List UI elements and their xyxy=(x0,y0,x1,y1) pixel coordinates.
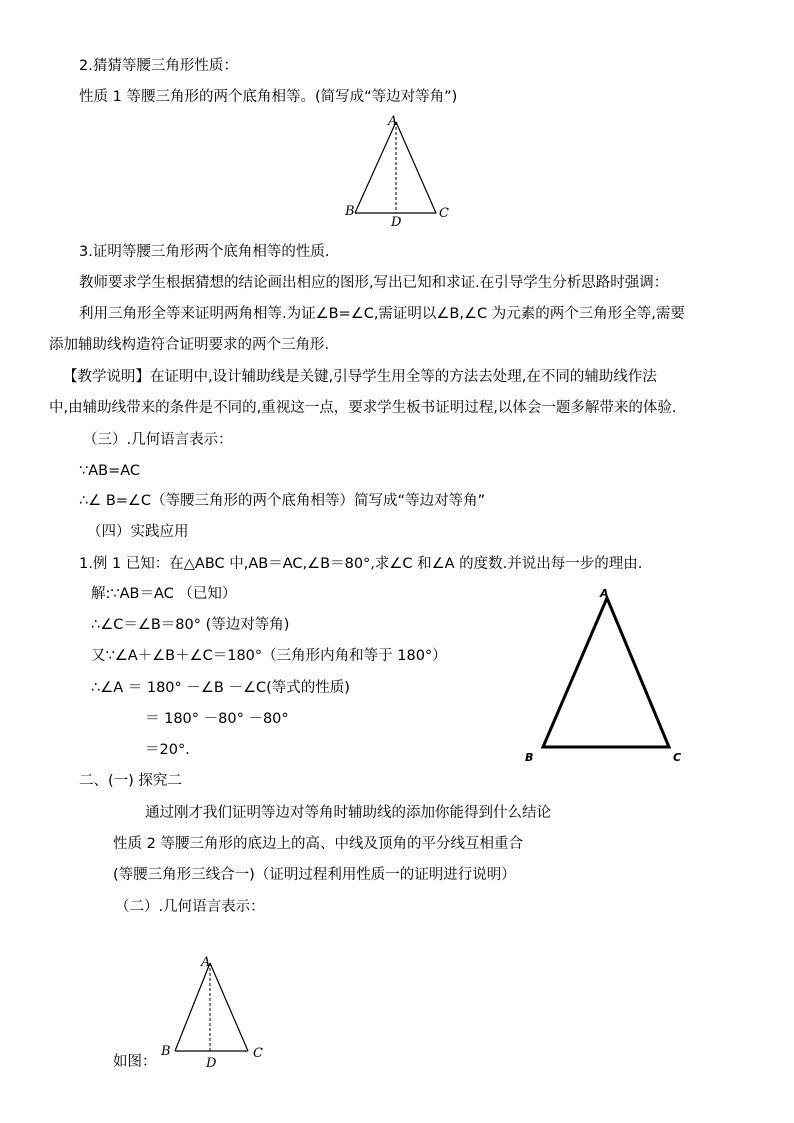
paragraph-congruence-line2: 添加辅助线构造符合证明要求的两个三角形. xyxy=(49,337,330,353)
heading-geometric-language-3: （三）.几何语言表示： xyxy=(83,432,233,448)
teaching-note-line2: 中,由辅助线带来的条件是不同的,重视这一点，要求学生板书证明过程,以体会一题多解带来的体验. xyxy=(49,400,677,416)
property-2-text: 性质 2 等腰三角形的底边上的高、中线及顶角的平分线互相重合 xyxy=(113,836,523,852)
fig3-label-b: B xyxy=(161,1044,171,1059)
fig3-label-d: D xyxy=(206,1056,217,1071)
heading-prove-property: 3.证明等腰三角形两个底角相等的性质. xyxy=(79,244,330,260)
fig1-label-b: B xyxy=(345,204,355,219)
fig3-label-c: C xyxy=(253,1046,263,1061)
fig2-label-a: A xyxy=(600,587,609,600)
fig1-label-a: A xyxy=(388,114,398,129)
example-1-problem: 1.例 1 已知：在△ABC 中,AB＝AC,∠B＝80°,求∠C 和∠A 的度数.并说出每一步的理由. xyxy=(79,556,643,572)
statement-therefore: ∴∠ B=∠C（等腰三角形的两个底角相等）简写成“等边对等角” xyxy=(79,493,486,509)
heading-explore-2: 二、(一) 探究二 xyxy=(79,773,182,789)
fig1-label-d: D xyxy=(391,215,402,230)
property-2-note: (等腰三角形三线合一)（证明过程利用性质一的证明进行说明） xyxy=(113,867,516,883)
teaching-note-line1: 【教学说明】在证明中,设计辅助线是关键,引导学生用全等的方法去处理,在不同的辅助线作法 xyxy=(63,369,657,385)
paragraph-conclusion-question: 通过刚才我们证明等边对等角时辅助线的添加你能得到什么结论 xyxy=(145,805,551,821)
property-1-text: 性质 1 等腰三角形的两个底角相等。(简写成“等边对等角”) xyxy=(79,89,458,105)
solution-step-6: ＝20°． xyxy=(145,742,200,758)
heading-guess-properties: 2.猜猜等腰三角形性质： xyxy=(79,58,238,74)
solution-step-3: 又∵∠A＋∠B＋∠C＝180°（三角形内角和等于 180°） xyxy=(91,648,447,664)
as-shown-label: 如图： xyxy=(113,1054,157,1070)
solution-step-4: ∴∠A ＝ 180° －∠B －∠C(等式的性质) xyxy=(91,680,350,696)
fig1-label-c: C xyxy=(439,206,449,221)
triangle-figure-1 xyxy=(340,112,450,232)
paragraph-congruence-line1: 利用三角形全等来证明两角相等.为证∠B=∠C,需证明以∠B,∠C 为元素的两个三角形全等,需要 xyxy=(79,306,685,322)
solution-step-1: 解:∵AB＝AC （已知） xyxy=(91,586,237,602)
fig3-label-a: A xyxy=(201,955,211,970)
fig2-label-b: B xyxy=(525,751,534,764)
solution-step-5: ＝ 180° －80° －80° xyxy=(145,711,289,727)
paragraph-teacher-requirement: 教师要求学生根据猜想的结论画出相应的图形,写出已知和求证.在引导学生分析思路时强调： xyxy=(79,275,669,291)
heading-practice: （四）实践应用 xyxy=(87,524,189,540)
statement-since: ∵AB=AC xyxy=(79,463,141,479)
fig2-label-c: C xyxy=(673,751,682,764)
triangle-figure-2 xyxy=(535,590,685,760)
heading-geometric-language-2: （二）.几何语言表示： xyxy=(115,899,265,915)
solution-step-2: ∴∠C＝∠B＝80° (等边对等角) xyxy=(91,617,290,633)
triangle-figure-3 xyxy=(165,957,265,1067)
